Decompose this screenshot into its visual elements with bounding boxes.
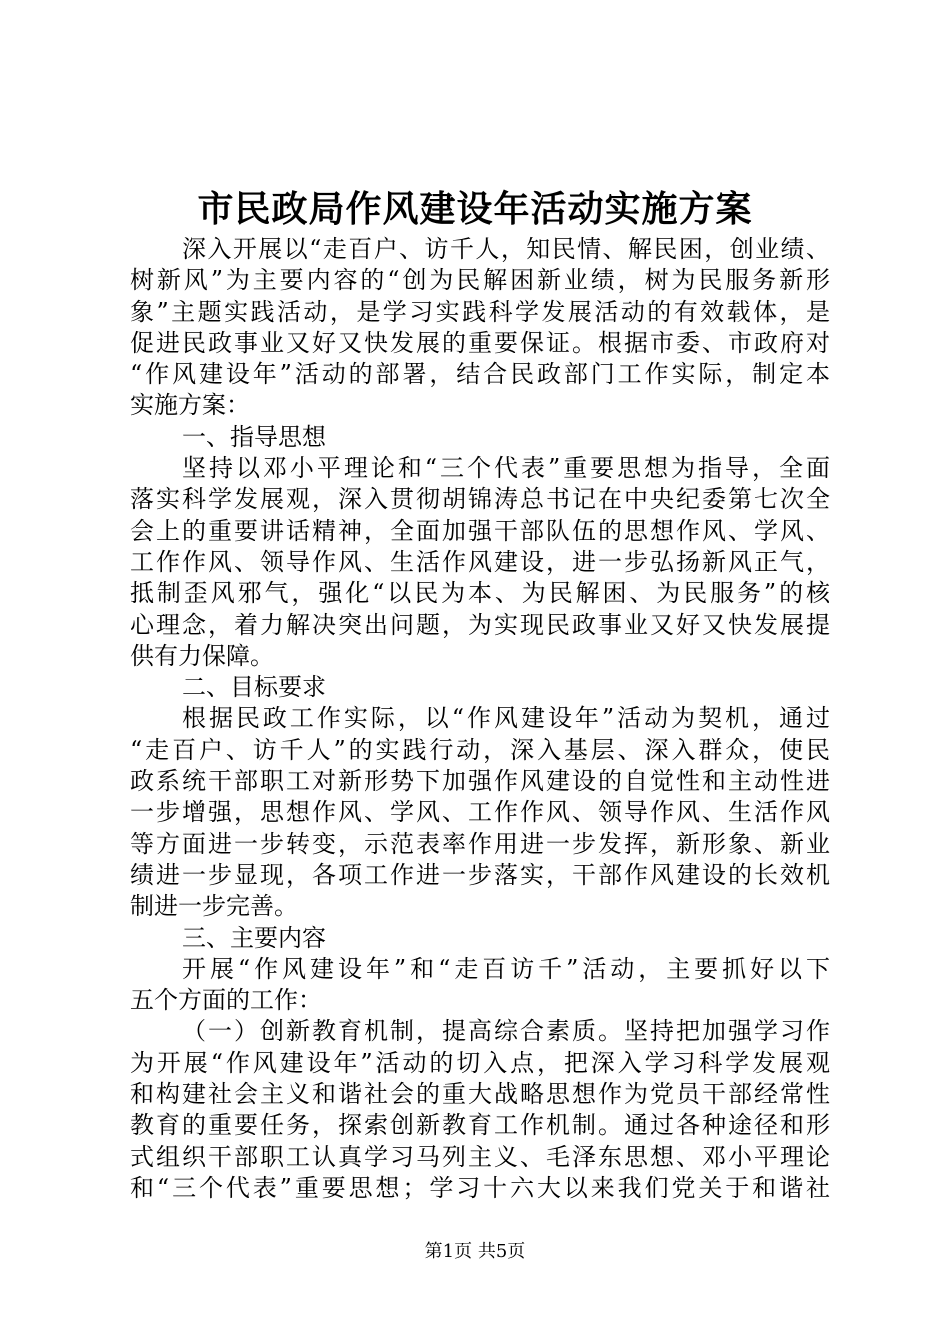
text-line: 为开展“作风建设年”活动的切入点，把深入学习科学发展观: [130, 1048, 830, 1077]
text-line: 式组织干部职工认真学习马列主义、毛泽东思想、邓小平理论: [130, 1142, 830, 1171]
text-line: 五个方面的工作：: [130, 986, 322, 1015]
section-heading: 二、目标要求: [182, 673, 326, 702]
text-line: 供有力保障。: [130, 641, 274, 670]
text-line: 象”主题实践活动，是学习实践科学发展活动的有效载体，是: [130, 297, 830, 326]
text-line: 绩进一步显现，各项工作进一步落实，干部作风建设的长效机: [130, 860, 830, 889]
text-line: 和构建社会主义和谐社会的重大战略思想作为党员干部经常性: [130, 1080, 830, 1109]
document-title: 市民政局作风建设年活动实施方案: [197, 188, 753, 230]
document-body: [130, 234, 830, 1204]
text-line: 根据民政工作实际，以“作风建设年”活动为契机，通过: [182, 704, 830, 733]
text-line: “作风建设年”活动的部署，结合民政部门工作实际，制定本: [130, 360, 830, 389]
text-line: 心理念，着力解决突出问题，为实现民政事业又好又快发展提: [130, 610, 830, 639]
page-footer: 第1页 共5页: [424, 1241, 526, 1262]
text-line: 和“三个代表”重要思想；学习十六大以来我们党关于和谐社: [130, 1173, 830, 1202]
text-line: 等方面进一步转变，示范表率作用进一步发挥，新形象、新业: [130, 829, 830, 858]
text-line: 落实科学发展观，深入贯彻胡锦涛总书记在中央纪委第七次全: [130, 485, 830, 514]
section-heading: 三、主要内容: [182, 923, 326, 952]
text-line: 实施方案：: [130, 391, 250, 420]
text-line: 开展“作风建设年”和“走百访千”活动，主要抓好以下: [182, 954, 830, 983]
text-line: （一）创新教育机制，提高综合素质。坚持把加强学习作: [182, 1017, 830, 1046]
text-line: 制进一步完善。: [130, 892, 298, 921]
text-line: 坚持以邓小平理论和“三个代表”重要思想为指导，全面: [182, 454, 830, 483]
text-line: 政系统干部职工对新形势下加强作风建设的自觉性和主动性进: [130, 767, 830, 796]
text-line: 树新风”为主要内容的“创为民解困新业绩，树为民服务新形: [130, 266, 830, 295]
text-line: 抵制歪风邪气，强化“以民为本、为民解困、为民服务”的核: [130, 579, 830, 608]
text-line: 工作作风、领导作风、生活作风建设，进一步弘扬新风正气，: [130, 547, 830, 576]
section-heading: 一、指导思想: [182, 422, 326, 451]
text-line: “走百户、访千人”的实践行动，深入基层、深入群众，使民: [130, 735, 830, 764]
text-line: 一步增强，思想作风、学风、工作作风、领导作风、生活作风: [130, 798, 830, 827]
text-line: 促进民政事业又好又快发展的重要保证。根据市委、市政府对: [130, 328, 830, 357]
text-line: 教育的重要任务，探索创新教育工作机制。通过各种途径和形: [130, 1111, 830, 1140]
text-line: 深入开展以“走百户、访千人，知民情、解民困，创业绩、: [182, 235, 830, 263]
text-line: 会上的重要讲话精神，全面加强干部队伍的思想作风、学风、: [130, 516, 830, 545]
